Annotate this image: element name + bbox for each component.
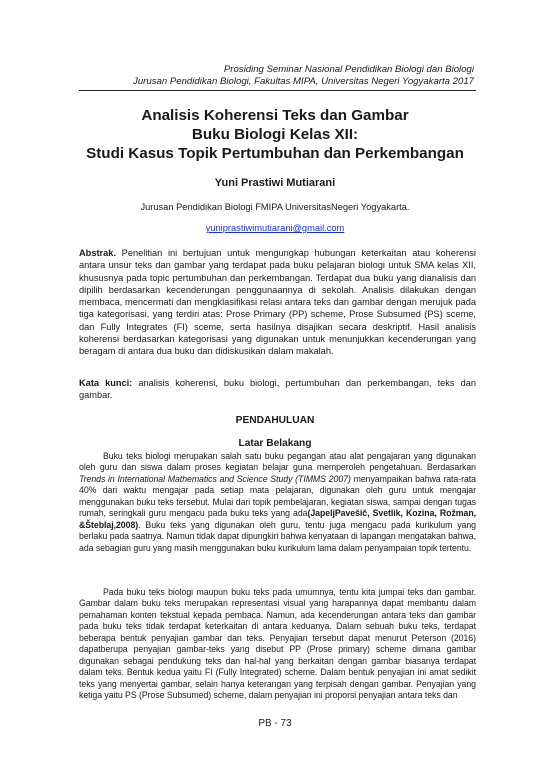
paper-title-line-3: Studi Kasus Topik Pertumbuhan dan Perkembangan xyxy=(86,145,464,162)
subsection-heading: Latar Belakang xyxy=(238,438,312,449)
body-paragraph-2: Pada buku teks biologi maupun buku teks pada umumnya, tentu kita jumpai teks dan gambar. Gambar dalam buku teks merupakan representasi visual yang harapannya dapat membantu dalam pemahaman konten tekstual kepada pembaca. Namun, ada kecenderungan antara teks dan gambar pada buku teks tidak terdapat keterkaitan di antara keduanya. Dalam sebuah buku teks, terdapat beberapa bentuk penyajian gambar dan teks. Penyajian tersebut dapat menurut Peterson (2016) dapatberupa penyajian gambar-teks yang disebut PP (Prose primary) scheme dimana gambar digunakan sebagai pendukung teks dan hal-hal yang berkaitan dengan gambar biasanya terdapat dalam teks. Bentuk kedua yaitu FI (Fully Integrated) scheme. Dalam bentuk penyajian ini amat sedikit teks yang menyertai gambar, selain hanya keterangan yang terpisah dengan gambar. Penyajian yang ketiga yaitu PS (Prose Subsumed) scheme, dalam penyajian ini proporsi penyajian antara teks dan xyxy=(79,587,476,701)
paper-title-line-2: Buku Biologi Kelas XII: xyxy=(191,126,359,143)
author-affiliation: Jurusan Pendidikan Biologi FMIPA UniversitasNegeri Yogyakarta. xyxy=(140,202,410,212)
running-header-institution: Jurusan Pendidikan Biologi, Fakultas MIPA, Universitas Negeri Yogyakarta 2017 xyxy=(133,76,474,87)
abstract-label: Abstrak. xyxy=(79,248,117,258)
paper-title-line-1: Analisis Koherensi Teks dan Gambar xyxy=(141,107,409,124)
body-text: . Buku teks yang digunakan oleh guru, tentu juga mengacu pada kurikulum yang berlaku pada saatnya. Namun tidak dapat dipungkiri bahwa kenyataan di lapangan mengatakan bahwa, ada sebagian guru yang masih menggunakan buku kurikulum lama dalam penyampaian topik tertentu. xyxy=(79,519,477,553)
body-italic-text: Trends in International Mathematics and Science Study (TIMMS 2007) xyxy=(79,473,351,484)
section-heading: PENDAHULUAN xyxy=(235,415,315,426)
body-text: Buku teks biologi merupakan salah satu buku pegangan atau alat pengajaran yang digunakan oleh guru dan siswa dalam proses kegiatan belajar guna memperoleh pengetahuan. Berdasarkan xyxy=(79,451,476,473)
page-number: PB - 73 xyxy=(258,718,292,729)
abstract xyxy=(79,247,476,357)
header-rule xyxy=(79,90,476,91)
author-name: Yuni Prastiwi Mutiarani xyxy=(214,177,336,189)
body-text: menyampaikan bahwa rata-rata 40% dari waktu mengajar pada setiap mata pelajaran, digunakan oleh guru untuk mengajar menggunakan buku teks tersebut. Mulai dari topik pembelajaran, kegiatan siswa, sampai dengan tugas rumah, seringkali guru mengacu pada buku teks yang ada xyxy=(79,473,476,519)
author-email xyxy=(70,222,480,234)
keywords-text: analisis koherensi, buku biologi, pertumbuhan dan perkembangan, teks dan gambar. xyxy=(79,378,476,401)
body-paragraph-1 xyxy=(79,451,476,554)
keywords xyxy=(79,377,476,402)
citation: (JapeljPavešič, Svetlik, Kozina, Rožman, &Šteblaj,2008) xyxy=(79,508,477,530)
keywords-label: Kata kunci: xyxy=(79,378,133,388)
abstract-text: Penelitian ini bertujuan untuk mengungkap hubungan keterkaitan atau koherensi antara unsur teks dan gambar yang terdapat pada buku pelajaran biologi untuk SMA kelas XII, khususnya pada topic pertumbuhan dan perkembangan. Terdapat dua buku yang dianalisis dan dipilih berdasarkan kecenderungan penggunaannya di sekolah. Analisis dilakukan dengan membaca, mencermati dan mengklasifikasi relasi antara teks dan gambar dengan merujuk pada tiga kategorisasi, yang terdiri atas: Prose Primary (PP) scheme, Prose Subsumed (PS) sceme, dan Fully Integrates (FI) sceme, serta hasilnya disajikan secara deskriptif. Hasil analisis koherensi berdasarkan kategorisasi yang digunakan untuk menunjukkan kecenderungan yang beragam di antara dua buku dan didiskusikan dalam makalah. xyxy=(79,248,476,356)
running-header-proceedings: Prosiding Seminar Nasional Pendidikan Biologi dan Biologi xyxy=(223,64,474,75)
email-link[interactable]: yuniprastiwimutiarani@gmail.com xyxy=(205,223,345,233)
